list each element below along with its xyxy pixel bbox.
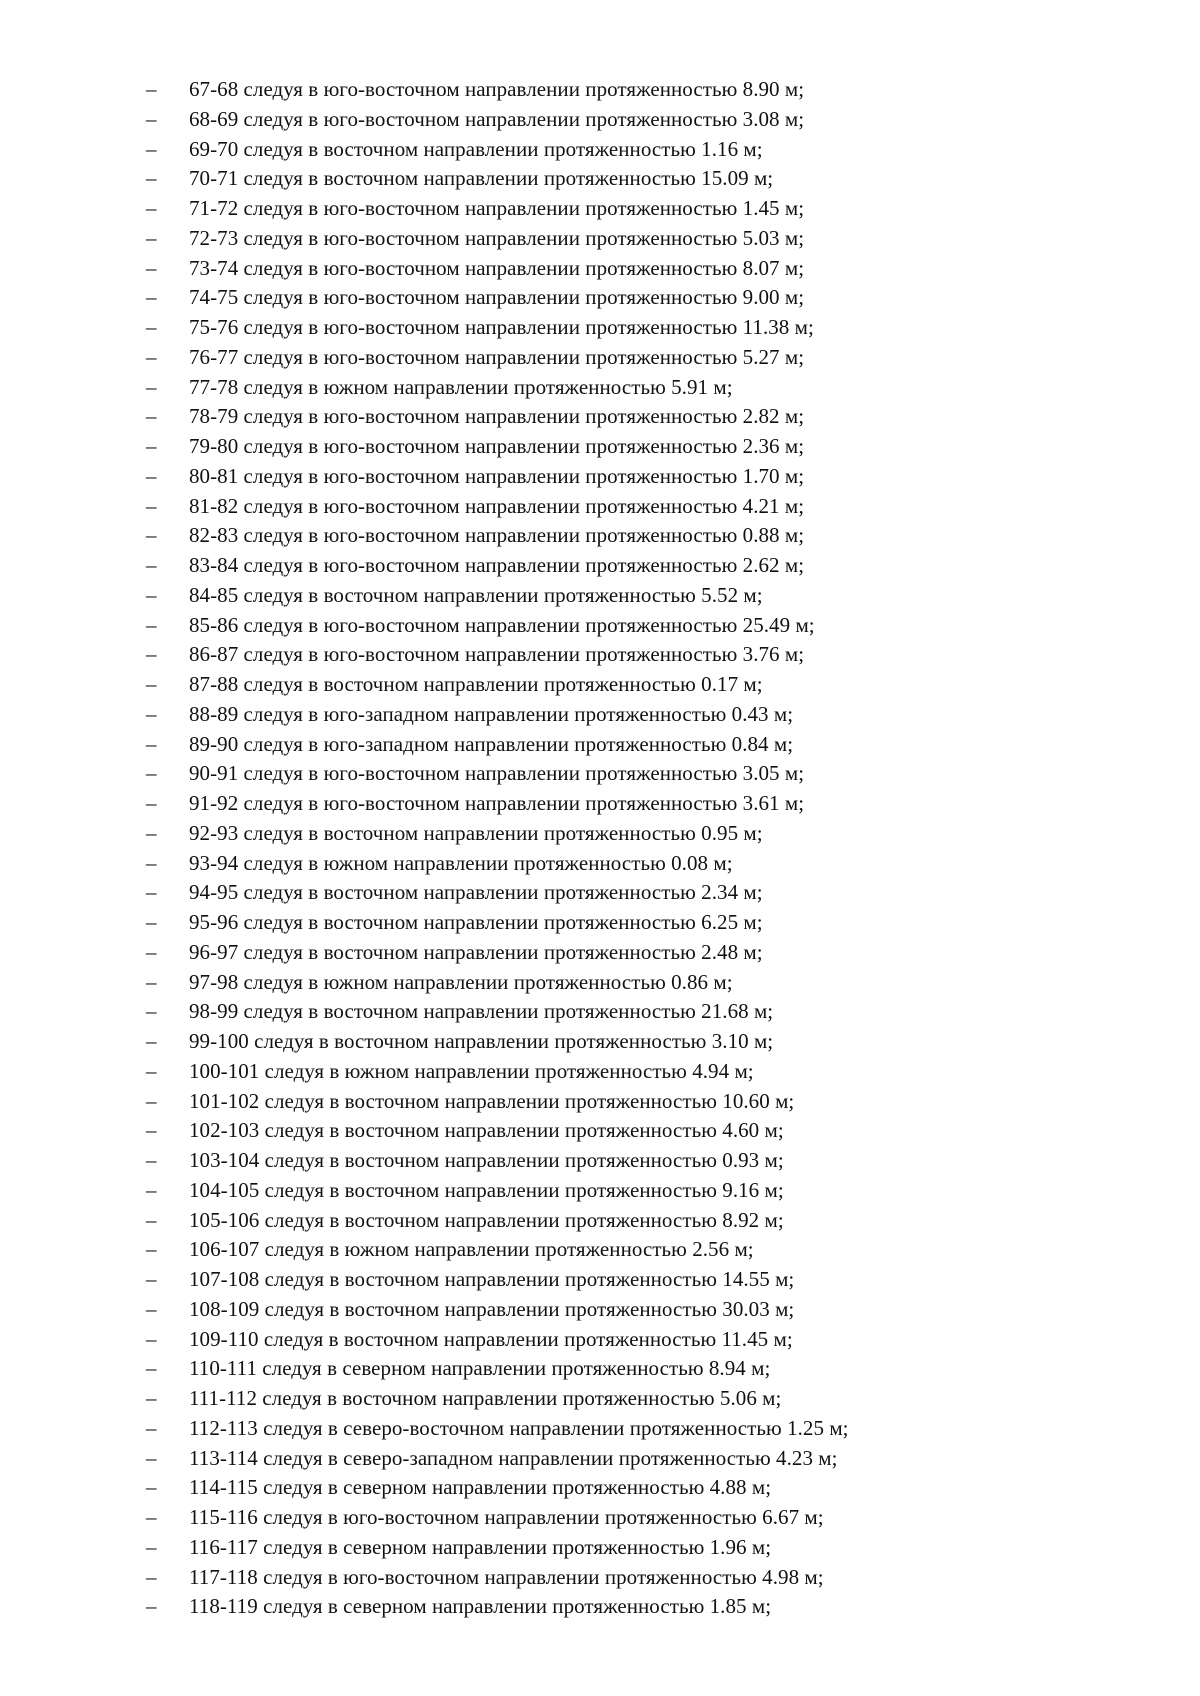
- list-bullet: –: [146, 1296, 157, 1321]
- list-item: [0, 1354, 1200, 1384]
- list-item: [0, 1206, 1200, 1236]
- segment-description: 99-100 следуя в восточном направлении протяженностью 3.10 м;: [189, 1029, 774, 1053]
- list-item: [0, 373, 1200, 403]
- list-item: [0, 551, 1200, 581]
- segment-description: 94-95 следуя в восточном направлении протяженностью 2.34 м;: [189, 880, 763, 905]
- list-bullet: –: [146, 493, 157, 518]
- list-item: [0, 105, 1200, 135]
- boundary-segment-list: [0, 75, 1200, 1622]
- list-item: [0, 194, 1200, 224]
- list-bullet: –: [146, 166, 157, 191]
- list-item: [0, 313, 1200, 343]
- list-bullet: –: [146, 1326, 157, 1351]
- list-bullet: –: [146, 315, 157, 339]
- list-bullet: –: [146, 553, 157, 577]
- segment-description: 68-69 следуя в юго-восточном направлении протяженностью 3.08 м;: [189, 106, 805, 131]
- segment-description: 116-117 следуя в северном направлении протяженностью 1.96 м;: [189, 1534, 772, 1559]
- segment-description: 87-88 следуя в восточном направлении протяженностью 0.17 м;: [189, 672, 763, 696]
- segment-description: 118-119 следуя в северном направлении протяженностью 1.85 м;: [189, 1594, 772, 1619]
- list-item: [0, 224, 1200, 254]
- segment-description: 117-118 следуя в юго-восточном направлении протяженностью 4.98 м;: [189, 1564, 824, 1589]
- list-bullet: –: [146, 761, 157, 786]
- segment-description: 97-98 следуя в южном направлении протяженностью 0.86 м;: [189, 969, 733, 994]
- list-item: [0, 135, 1200, 165]
- list-bullet: –: [146, 1207, 157, 1232]
- segment-description: 111-112 следуя в восточном направлении протяженностью 5.06 м;: [189, 1386, 782, 1410]
- list-bullet: –: [146, 1445, 157, 1470]
- list-bullet: –: [146, 463, 157, 488]
- segment-description: 102-103 следуя в восточном направлении протяженностью 4.60 м;: [189, 1118, 784, 1143]
- list-item: [0, 492, 1200, 522]
- segment-description: 113-114 следуя в северо-западном направлении протяженностью 4.23 м;: [189, 1445, 838, 1470]
- list-item: [0, 1057, 1200, 1087]
- list-item: [0, 164, 1200, 194]
- list-bullet: –: [146, 225, 157, 250]
- list-item: [0, 908, 1200, 938]
- list-bullet: –: [146, 255, 157, 280]
- list-item: [0, 1146, 1200, 1176]
- list-item: [0, 1444, 1200, 1474]
- segment-description: 83-84 следуя в юго-восточном направлении протяженностью 2.62 м;: [189, 553, 805, 577]
- list-bullet: –: [146, 969, 157, 994]
- list-bullet: –: [146, 1177, 157, 1202]
- list-bullet: –: [146, 344, 157, 369]
- segment-description: 109-110 следуя в восточном направлении протяженностью 11.45 м;: [189, 1326, 793, 1351]
- segment-description: 69-70 следуя в восточном направлении протяженностью 1.16 м;: [189, 136, 763, 161]
- list-bullet: –: [146, 999, 157, 1024]
- list-bullet: –: [146, 910, 157, 934]
- segment-description: 92-93 следуя в восточном направлении протяженностью 0.95 м;: [189, 820, 763, 845]
- list-bullet: –: [146, 1148, 157, 1172]
- list-bullet: –: [146, 1088, 157, 1113]
- list-bullet: –: [146, 1594, 157, 1619]
- list-item: [0, 1265, 1200, 1295]
- segment-description: 107-108 следуя в восточном направлении протяженностью 14.55 м;: [189, 1267, 795, 1291]
- segment-description: 91-92 следуя в юго-восточном направлении протяженностью 3.61 м;: [189, 791, 805, 815]
- segment-description: 95-96 следуя в восточном направлении протяженностью 6.25 м;: [189, 910, 763, 934]
- segment-description: 101-102 следуя в восточном направлении протяженностью 10.60 м;: [189, 1088, 795, 1113]
- segment-description: 104-105 следуя в восточном направлении протяженностью 9.16 м;: [189, 1177, 784, 1202]
- list-item: [0, 730, 1200, 760]
- segment-description: 86-87 следуя в юго-восточном направлении протяженностью 3.76 м;: [189, 642, 805, 667]
- list-item: [0, 670, 1200, 700]
- segment-description: 108-109 следуя в восточном направлении протяженностью 30.03 м;: [189, 1296, 795, 1321]
- list-bullet: –: [146, 1475, 157, 1500]
- list-item: [0, 1533, 1200, 1563]
- segment-description: 103-104 следуя в восточном направлении протяженностью 0.93 м;: [189, 1148, 784, 1172]
- list-bullet: –: [146, 880, 157, 905]
- list-item: [0, 968, 1200, 998]
- segment-description: 81-82 следуя в юго-восточном направлении протяженностью 4.21 м;: [189, 493, 805, 518]
- segment-description: 67-68 следуя в юго-восточном направлении протяженностью 8.90 м;: [189, 77, 805, 101]
- segment-description: 71-72 следуя в юго-восточном направлении протяженностью 1.45 м;: [189, 196, 805, 220]
- list-bullet: –: [146, 701, 157, 726]
- list-bullet: –: [146, 582, 157, 607]
- list-bullet: –: [146, 1058, 157, 1083]
- list-item: [0, 759, 1200, 789]
- segment-description: 77-78 следуя в южном направлении протяженностью 5.91 м;: [189, 374, 733, 399]
- list-bullet: –: [146, 1564, 157, 1589]
- list-bullet: –: [146, 523, 157, 548]
- list-item: [0, 1116, 1200, 1146]
- segment-description: 89-90 следуя в юго-западном направлении протяженностью 0.84 м;: [189, 731, 794, 756]
- list-item: [0, 1235, 1200, 1265]
- list-bullet: –: [146, 404, 157, 429]
- list-item: [0, 640, 1200, 670]
- list-item: [0, 521, 1200, 551]
- list-item: [0, 997, 1200, 1027]
- list-item: [0, 849, 1200, 879]
- list-bullet: –: [146, 672, 157, 696]
- segment-description: 78-79 следуя в юго-восточном направлении протяженностью 2.82 м;: [189, 404, 805, 429]
- list-bullet: –: [146, 1267, 157, 1291]
- segment-description: 84-85 следуя в восточном направлении протяженностью 5.52 м;: [189, 582, 763, 607]
- list-item: [0, 283, 1200, 313]
- list-item: [0, 343, 1200, 373]
- segment-description: 98-99 следуя в восточном направлении протяженностью 21.68 м;: [189, 999, 774, 1024]
- list-bullet: –: [146, 731, 157, 756]
- segment-description: 73-74 следуя в юго-восточном направлении протяженностью 8.07 м;: [189, 255, 805, 280]
- segment-description: 82-83 следуя в юго-восточном направлении протяженностью 0.88 м;: [189, 523, 805, 548]
- list-bullet: –: [146, 1029, 157, 1053]
- list-item: [0, 1087, 1200, 1117]
- list-item: [0, 402, 1200, 432]
- list-bullet: –: [146, 196, 157, 220]
- segment-description: 75-76 следуя в юго-восточном направлении протяженностью 11.38 м;: [189, 315, 814, 339]
- list-bullet: –: [146, 374, 157, 399]
- list-bullet: –: [146, 106, 157, 131]
- segment-description: 96-97 следуя в восточном направлении протяженностью 2.48 м;: [189, 939, 763, 964]
- list-item: [0, 789, 1200, 819]
- list-item: [0, 700, 1200, 730]
- list-bullet: –: [146, 820, 157, 845]
- list-item: [0, 1473, 1200, 1503]
- list-item: [0, 1176, 1200, 1206]
- segment-description: 100-101 следуя в южном направлении протяженностью 4.94 м;: [189, 1058, 754, 1083]
- list-item: [0, 938, 1200, 968]
- segment-description: 80-81 следуя в юго-восточном направлении протяженностью 1.70 м;: [189, 463, 805, 488]
- list-item: [0, 1503, 1200, 1533]
- list-item: [0, 432, 1200, 462]
- list-item: [0, 611, 1200, 641]
- list-item: [0, 1384, 1200, 1414]
- list-bullet: –: [146, 1118, 157, 1143]
- segment-description: 76-77 следуя в юго-восточном направлении протяженностью 5.27 м;: [189, 344, 805, 369]
- segment-description: 79-80 следуя в юго-восточном направлении протяженностью 2.36 м;: [189, 434, 805, 458]
- list-item: [0, 1414, 1200, 1444]
- list-bullet: –: [146, 1386, 157, 1410]
- segment-description: 115-116 следуя в юго-восточном направлении протяженностью 6.67 м;: [189, 1505, 824, 1529]
- list-bullet: –: [146, 612, 157, 637]
- list-bullet: –: [146, 1356, 157, 1381]
- segment-description: 70-71 следуя в восточном направлении протяженностью 15.09 м;: [189, 166, 774, 191]
- list-item: [0, 462, 1200, 492]
- segment-description: 72-73 следуя в юго-восточном направлении протяженностью 5.03 м;: [189, 225, 805, 250]
- list-item: [0, 581, 1200, 611]
- list-item: [0, 75, 1200, 105]
- list-bullet: –: [146, 1237, 157, 1262]
- segment-description: 85-86 следуя в юго-восточном направлении протяженностью 25.49 м;: [189, 612, 815, 637]
- list-bullet: –: [146, 1534, 157, 1559]
- list-bullet: –: [146, 136, 157, 161]
- list-item: [0, 1592, 1200, 1622]
- list-item: [0, 254, 1200, 284]
- list-bullet: –: [146, 642, 157, 667]
- list-bullet: –: [146, 1505, 157, 1529]
- list-bullet: –: [146, 791, 157, 815]
- list-item: [0, 1563, 1200, 1593]
- segment-description: 74-75 следуя в юго-восточном направлении протяженностью 9.00 м;: [189, 285, 805, 310]
- list-bullet: –: [146, 850, 157, 875]
- segment-description: 105-106 следуя в восточном направлении протяженностью 8.92 м;: [189, 1207, 784, 1232]
- list-bullet: –: [146, 285, 157, 310]
- list-item: [0, 1295, 1200, 1325]
- segment-description: 93-94 следуя в южном направлении протяженностью 0.08 м;: [189, 850, 733, 875]
- segment-description: 90-91 следуя в юго-восточном направлении протяженностью 3.05 м;: [189, 761, 805, 786]
- list-bullet: –: [146, 434, 157, 458]
- segment-description: 112-113 следуя в северо-восточном направлении протяженностью 1.25 м;: [189, 1415, 849, 1440]
- list-item: [0, 1027, 1200, 1057]
- list-bullet: –: [146, 1415, 157, 1440]
- list-item: [0, 1325, 1200, 1355]
- segment-description: 110-111 следуя в северном направлении протяженностью 8.94 м;: [189, 1356, 771, 1381]
- list-item: [0, 878, 1200, 908]
- segment-description: 114-115 следуя в северном направлении протяженностью 4.88 м;: [189, 1475, 772, 1500]
- segment-description: 88-89 следуя в юго-западном направлении протяженностью 0.43 м;: [189, 701, 794, 726]
- segment-description: 106-107 следуя в южном направлении протяженностью 2.56 м;: [189, 1237, 754, 1262]
- list-bullet: –: [146, 939, 157, 964]
- list-item: [0, 819, 1200, 849]
- list-bullet: –: [146, 77, 157, 101]
